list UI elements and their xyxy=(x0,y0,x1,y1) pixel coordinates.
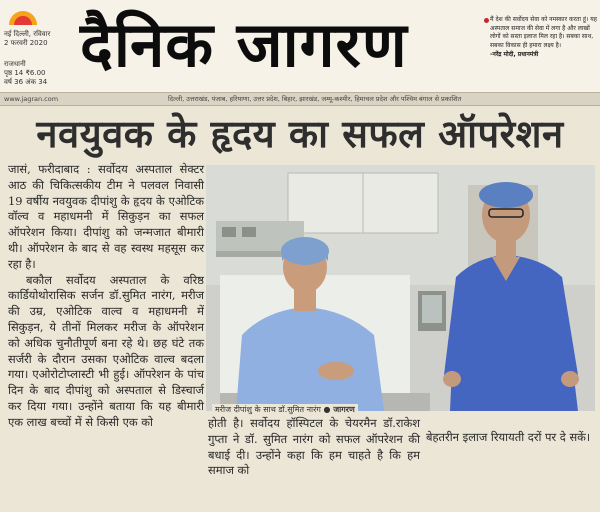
date-block xyxy=(4,30,50,87)
sun-logo-icon xyxy=(6,6,40,26)
newspaper-title: दैनिक जागरण xyxy=(80,8,408,81)
article-paragraph-2: बकौल सर्वोदय अस्पताल के वरिष्ठ कार्डियोथोरासिक सर्जन डॉ.सुमित नारंग, मरीज की उम्र, एओटिक वाल्व व महाधमनी में सिकुड़न, ये तीनों मिलकर मरीज के ऑपरेशन को अधिक चुनौतीपूर्ण बना रहे थे। छह घंटे तक सर्जरी के दौरान उसका एओटिक वाल्व बदला गया। एओरोटोप्लास्टी भी हुई। ऑपरेशन के पांच दिन के बाद दीपांशु को अस्पताल से डिस्चार्ज कर दिया गया। उन्होंने बताया कि यह बीमारी एक लाख बच्चों में से किसी एक को xyxy=(8,272,204,429)
photo-credit: ● जागरण xyxy=(323,405,355,414)
edition-date: 2 फरवरी 2020 xyxy=(4,39,48,47)
edition-registration: वर्ष 36 अंक 34 xyxy=(4,78,48,86)
edition-city: राजधानी xyxy=(4,60,26,68)
quote-bullet-icon xyxy=(484,18,489,23)
photo-caption-text: मरीज दीपांशु के साथ डॉ.सुमित नारंग xyxy=(215,405,321,414)
masthead xyxy=(0,0,600,92)
website-link[interactable]: www.jagran.com xyxy=(4,95,59,103)
edition-pages: पृष्ठ 14 ₹6.00 xyxy=(4,69,46,77)
article-paragraph-1: जासं, फरीदाबाद : सर्वोदय अस्पताल सेक्टर आठ की चिकित्सकीय टीम ने पलवल निवासी 19 वर्षीय नवयुवक दीपांशु के हृदय के एओटिक वॉल्व व महाधमनी में सिकुड़न का सफल ऑपरेशन किया। दीपांशु को जन्मजात बीमारी थी। ऑपरेशन के बाद से वह स्वस्थ महसूस कर रहा है। xyxy=(8,162,204,271)
article-paragraph-4: बेहतरीन इलाज रियायती दरों पर दे सकें। xyxy=(426,430,591,444)
article-paragraph-3: होती है। सर्वोदय हॉस्पिटल के चेयरमैन डॉ.राकेश गुप्ता ने डॉ. सुमित नारंग को सफल ऑपरेशन की बधाई दी। उन्होंने कहा कि हम चाहते है कि हम समाज को xyxy=(208,416,420,478)
cities-line: दिल्ली, उत्तराखंड, पंजाब, हरियाणा, उत्तर प्रदेश, बिहार, झारखंड, जम्मू-कश्मीर, हिमाचल प्रदेश और पश्चिम बंगाल से प्रकाशित xyxy=(168,95,462,103)
photo-caption xyxy=(212,404,358,416)
photo-illustration xyxy=(206,165,595,411)
edition-line: नई दिल्ली, रविवार xyxy=(4,30,51,38)
quote-box xyxy=(490,16,598,60)
quote-author: -नरेंद्र मोदी, प्रधानमंत्री xyxy=(490,51,539,58)
article-column-3 xyxy=(426,430,596,446)
article-photo xyxy=(206,165,595,411)
info-bar xyxy=(0,92,600,106)
quote-text: मैं देश की सर्वोदय सेवा को नमस्कार करता हूं। यह अस्पताल समाज की सेवा में लगा है और लाखों लोगों को सस्ता इलाज मिल रहा है। सबका साथ, सबका विकास ही हमारा लक्ष्य है। xyxy=(490,16,597,49)
article-column-1 xyxy=(8,162,204,431)
article-column-2 xyxy=(208,416,420,479)
article-headline: नवयुवक के हृदय का सफल ऑपरेशन xyxy=(36,111,564,156)
